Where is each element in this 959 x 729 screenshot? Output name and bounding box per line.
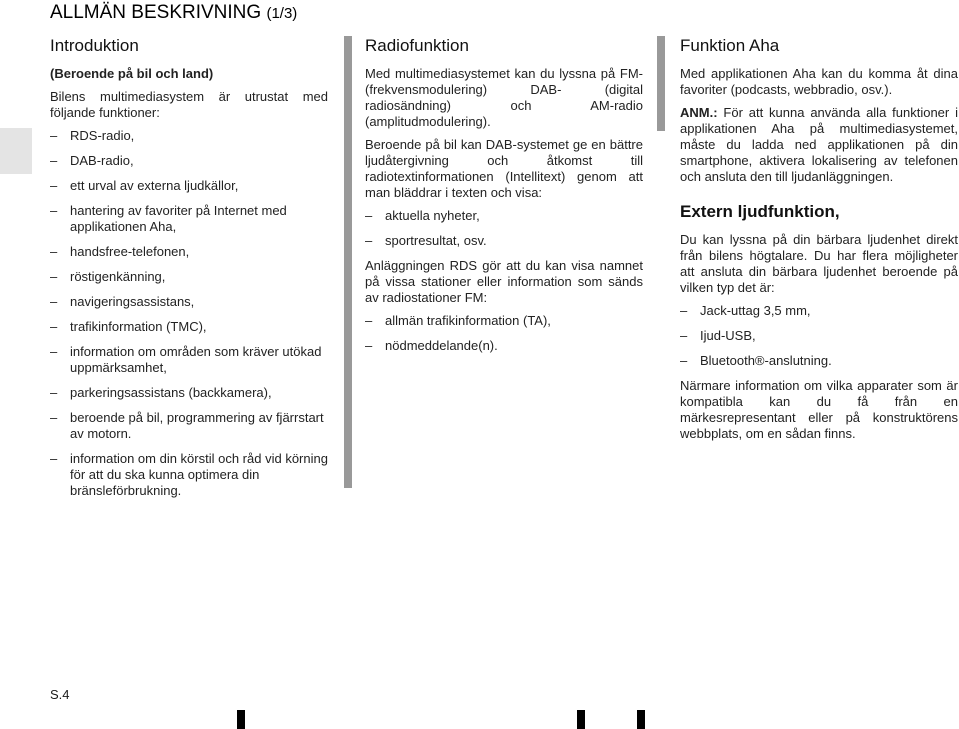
page-title-main: ALLMÄN BESKRIVNING xyxy=(50,2,262,23)
list-item: – sportresultat, osv. xyxy=(365,233,643,249)
intro-lead: Bilens multimediasystem är utrustat med följande funktioner: xyxy=(50,89,328,120)
section-heading-funktion-aha: Funktion Aha xyxy=(680,36,780,55)
extern-paragraph: Du kan lyssna på din bärbara ljudenhet direkt från bilens högtalare. Du har flera möjligheter att ansluta din bärbara ljudenhet beroende på vilken typ det är: xyxy=(680,232,958,295)
column-introduktion xyxy=(50,36,328,508)
section-heading-introduktion: Introduktion xyxy=(50,36,139,55)
list-item: – RDS-radio, xyxy=(50,128,328,144)
registration-mark xyxy=(237,710,245,729)
registration-mark xyxy=(577,710,585,729)
list-item: – röstigenkänning, xyxy=(50,269,328,285)
list-item: – beroende på bil, programmering av fjärrstart av motorn. xyxy=(50,410,328,442)
list-item: – hantering av favoriter på Internet med applikationen Aha, xyxy=(50,203,328,235)
list-item: – parkeringsassistans (backkamera), xyxy=(50,385,328,401)
page-title xyxy=(50,2,297,24)
section-heading-extern-ljudfunktion: Extern ljudfunktion, xyxy=(680,202,840,221)
list-item: – trafikinformation (TMC), xyxy=(50,319,328,335)
registration-mark xyxy=(637,710,645,729)
section-heading-radiofunktion: Radiofunktion xyxy=(365,36,469,55)
connection-list xyxy=(680,303,958,369)
list-item: – handsfree-telefonen, xyxy=(50,244,328,260)
list-item: – Jack-uttag 3,5 mm, xyxy=(680,303,958,319)
column-rule xyxy=(344,36,352,488)
aha-paragraph: Med applikationen Aha kan du komma åt dina favoriter (podcasts, webbradio, osv.). xyxy=(680,66,958,97)
list-item: – Ijud-USB, xyxy=(680,328,958,344)
column-aha-extern xyxy=(680,36,958,449)
dab-info-list xyxy=(365,208,643,249)
rds-info-list xyxy=(365,313,643,354)
list-item: – nödmeddelande(n). xyxy=(365,338,643,354)
extern-paragraph: Närmare information om vilka apparater som är kompatibla kan du få från en märkesrepresentant eller på konstruktörens webbplats, om en sådan finns. xyxy=(680,378,958,441)
aha-note xyxy=(680,105,958,185)
list-item: – Bluetooth®-anslutning. xyxy=(680,353,958,369)
list-item: – allmän trafikinformation (TA), xyxy=(365,313,643,329)
radio-paragraph: Beroende på bil kan DAB-systemet ge en bättre ljudåtergivning och åtkomst till radiotextinformationen (Intellitext) genom att man bläddrar i texten och visa: xyxy=(365,137,643,200)
page-number: S.4 xyxy=(50,687,70,702)
column-rule xyxy=(657,36,665,131)
list-item: – aktuella nyheter, xyxy=(365,208,643,224)
feature-list xyxy=(50,128,328,499)
list-item: – information om områden som kräver utökad uppmärksamhet, xyxy=(50,344,328,376)
radio-paragraph: Med multimediasystemet kan du lyssna på FM- (frekvensmodulering) DAB- (digital radiosändning) och AM-radio (amplitudmodulering). xyxy=(365,66,643,129)
column-radiofunktion xyxy=(365,36,643,363)
radio-paragraph: Anläggningen RDS gör att du kan visa namnet på vissa stationer eller information som sänds av radiostationer FM: xyxy=(365,258,643,305)
list-item: – information om din körstil och råd vid körning för att du ska kunna optimera din bränsleförbrukning. xyxy=(50,451,328,499)
note-text: För att kunna använda alla funktioner i applikationen Aha på multimediasystemet, måste du ladda ned applikationen på din smartphone, aktivera lokalisering av telefonen och ansluta den till ljudanläggningen. xyxy=(680,105,958,184)
page-title-counter: (1/3) xyxy=(266,5,298,22)
list-item: – ett urval av externa ljudkällor, xyxy=(50,178,328,194)
availability-note: (Beroende på bil och land) xyxy=(50,66,214,81)
list-item: – navigeringsassistans, xyxy=(50,294,328,310)
side-tab-marker xyxy=(0,128,32,174)
list-item: – DAB-radio, xyxy=(50,153,328,169)
note-label: ANM.: xyxy=(680,105,718,120)
